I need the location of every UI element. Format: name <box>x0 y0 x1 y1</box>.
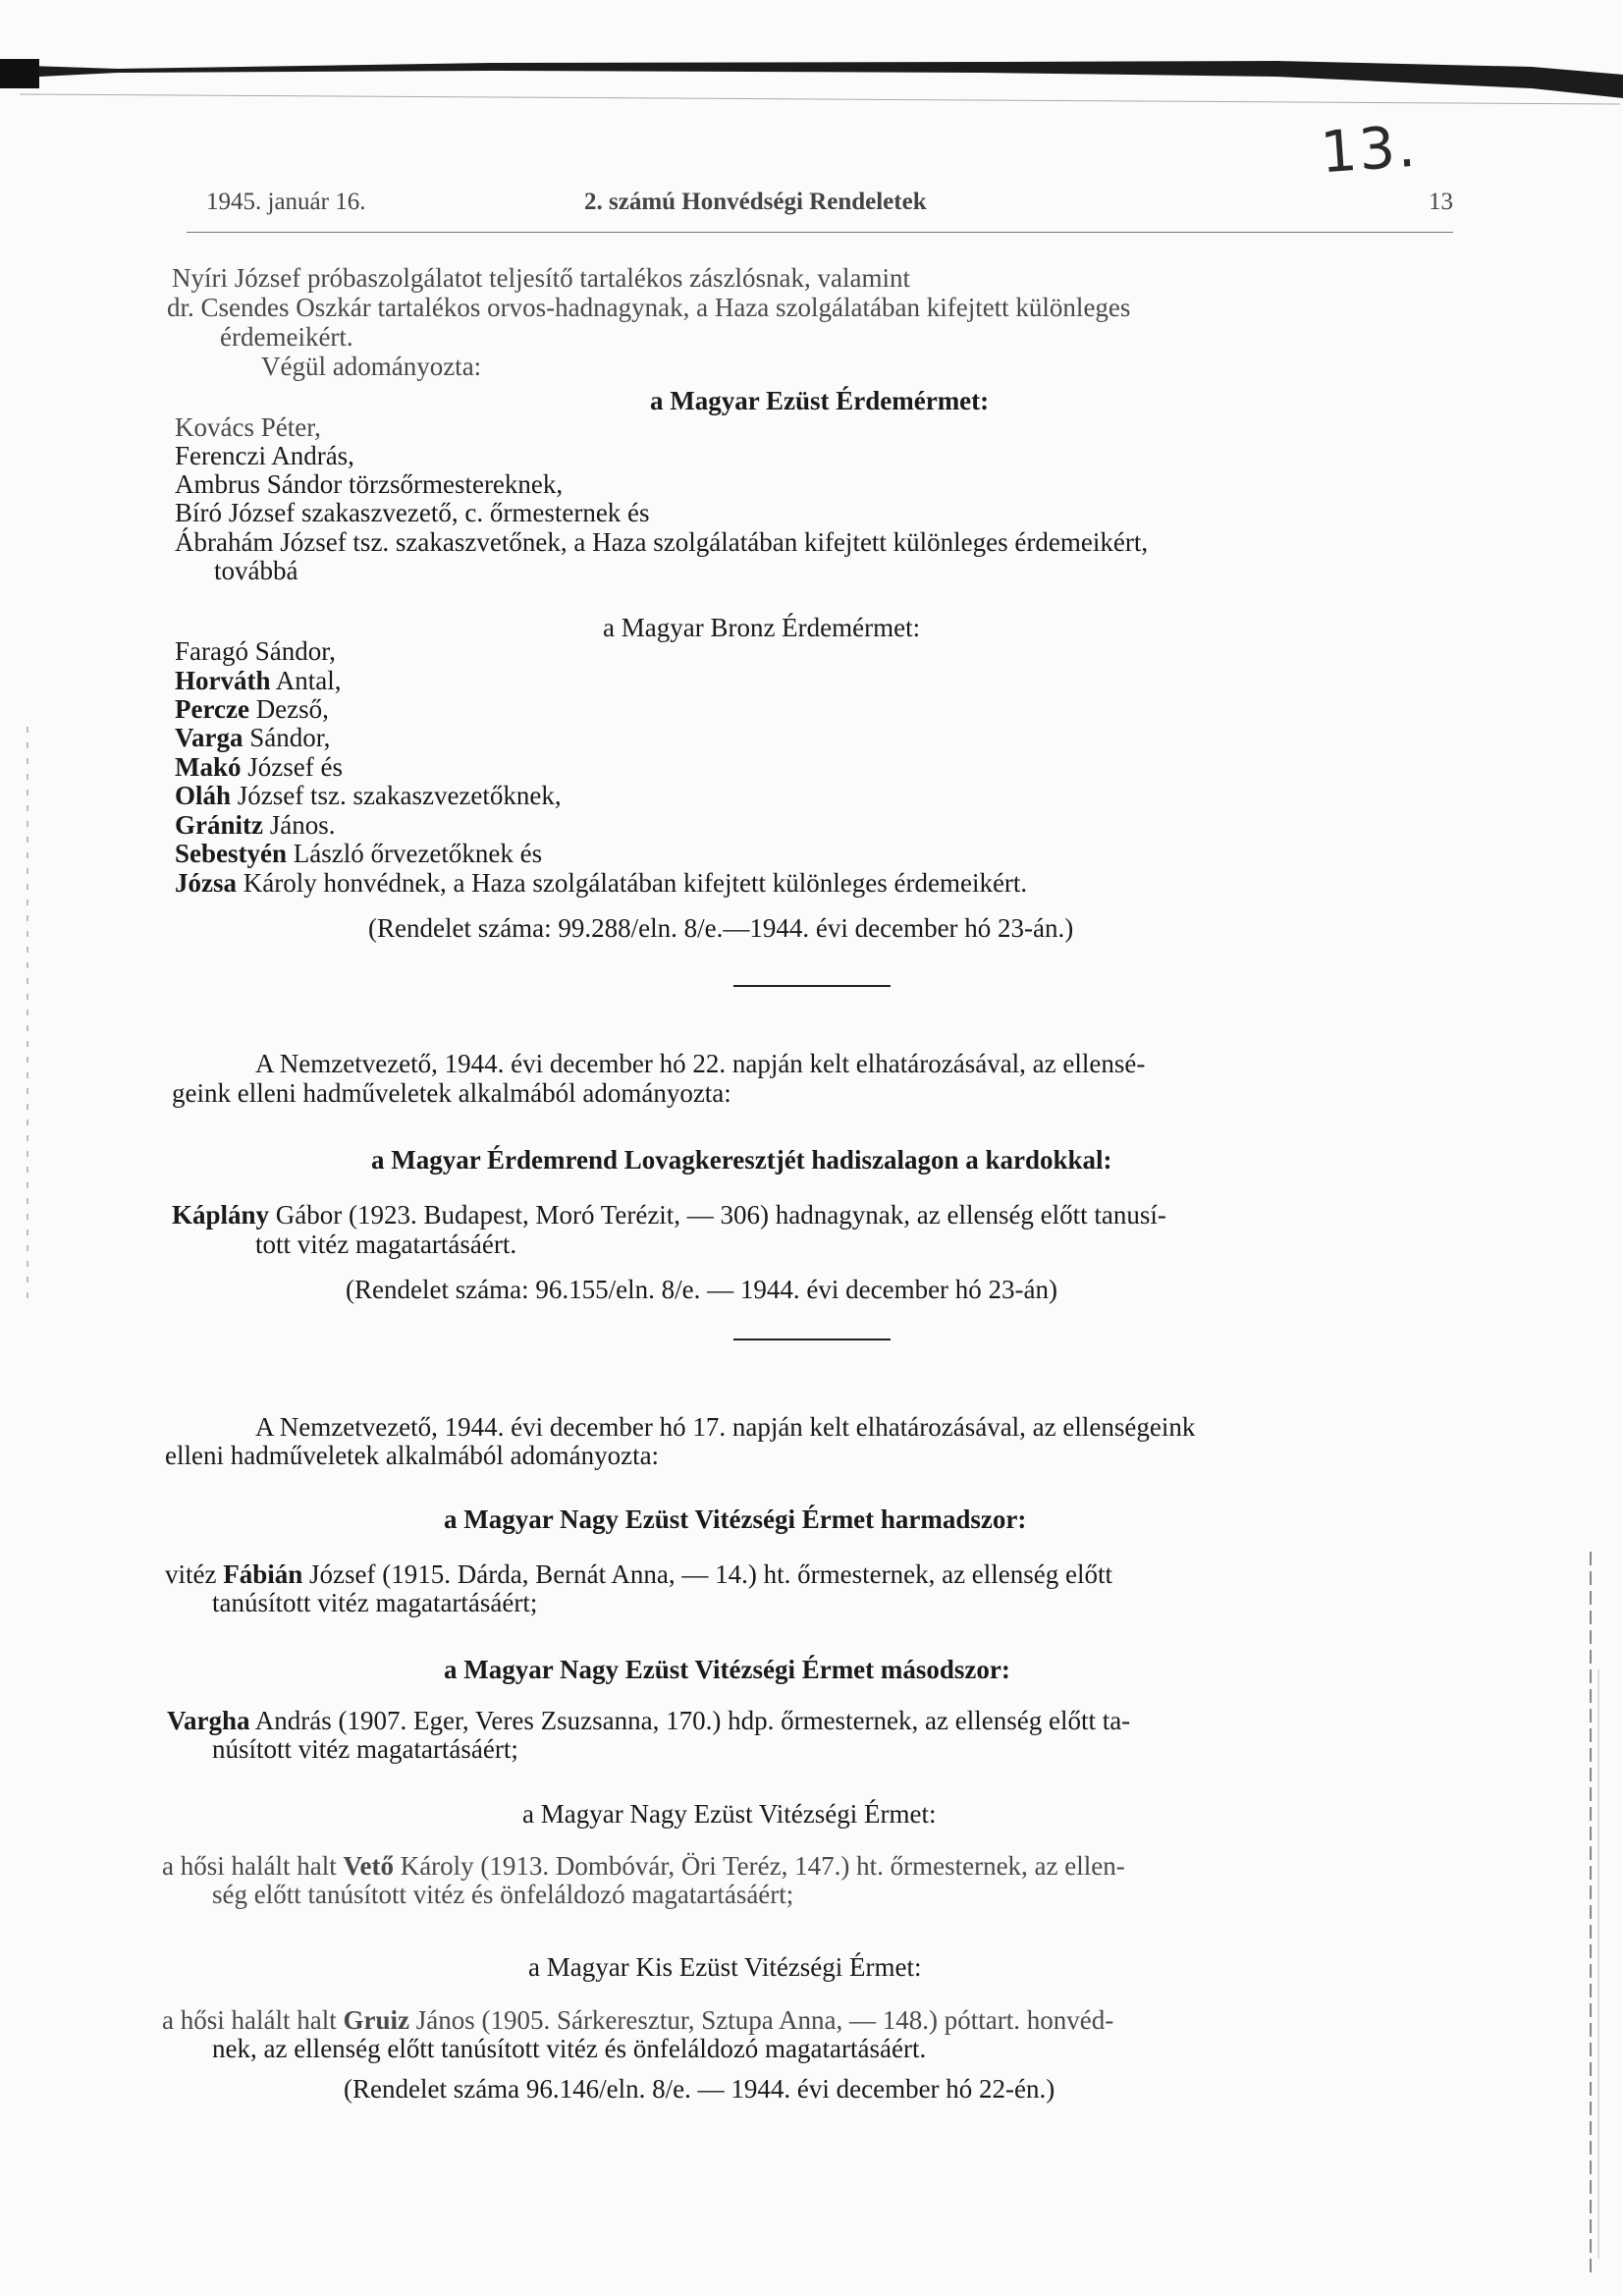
header-date: 1945. január 16. <box>206 189 366 215</box>
recipient-line: a hősi halált halt Gruiz János (1905. Sárkeresztur, Sztupa Anna, — 148.) póttart. honvéd- <box>162 2005 1114 2035</box>
text-line: ség előtt tanúsított vitéz és önfeláldozó magatartásáért; <box>212 1880 794 1909</box>
decree-reference: (Rendelet száma: 99.288/eln. 8/e.—1944. évi december hó 23-án.) <box>368 913 1074 943</box>
award-heading: a Magyar Ezüst Érdemérmet: <box>650 386 990 415</box>
name-line: Bíró József szakaszvezető, c. őrmesternek és <box>175 498 650 527</box>
name-line: Ábrahám József tsz. szakaszvetőnek, a Haza szolgálatában kifejtett különleges érdemeikért, <box>175 527 1149 557</box>
text-line: A Nemzetvezető, 1944. évi december hó 17. napján kelt elhatározásával, az ellenségeink <box>255 1412 1196 1442</box>
recipient-line: Káplány Gábor (1923. Budapest, Moró Terézit, — 306) hadnagynak, az ellenség előtt tanusí- <box>172 1200 1166 1230</box>
name-line: Makó József és <box>175 752 343 782</box>
section-divider <box>733 1339 891 1340</box>
name-line: Varga Sándor, <box>175 723 331 752</box>
text-line: Nyíri József próbaszolgálatot teljesítő tartalékos zászlósnak, valamint <box>172 263 911 293</box>
name-line: Ambrus Sándor törzsőrmestereknek, <box>175 469 564 499</box>
decree-reference: (Rendelet száma 96.146/eln. 8/e. — 1944. évi december hó 22-én.) <box>344 2074 1055 2104</box>
text-line: érdemeikért. <box>220 322 353 352</box>
text-line: nek, az ellenség előtt tanúsított vitéz és önfeláldozó magatartásáért. <box>212 2034 927 2063</box>
name-line: Ferenczi András, <box>175 441 354 470</box>
name-line: Oláh József tsz. szakaszvezetőknek, <box>175 781 562 810</box>
text-line: geink elleni hadműveletek alkalmából adományozta: <box>172 1078 731 1108</box>
header-rule <box>187 232 1453 233</box>
page-number: 13 <box>1429 189 1453 215</box>
name-line: Józsa Károly honvédnek, a Haza szolgálatában kifejtett különleges érdemeikért. <box>175 868 1028 898</box>
text-line: továbbá <box>214 556 298 585</box>
award-heading: a Magyar Kis Ezüst Vitézségi Érmet: <box>528 1952 922 1982</box>
decree-reference: (Rendelet száma: 96.155/eln. 8/e. — 1944. évi december hó 23-án) <box>346 1275 1058 1304</box>
name-line: Gránitz János. <box>175 810 336 840</box>
scan-edge-bar <box>0 57 1623 116</box>
text-line: tanúsított vitéz magatartásáért; <box>212 1588 538 1617</box>
award-heading: a Magyar Nagy Ezüst Vitézségi Érmet harmadszor: <box>444 1504 1027 1534</box>
text-line: Végül adományozta: <box>261 352 482 381</box>
name-line: Kovács Péter, <box>175 412 321 442</box>
award-heading: a Magyar Érdemrend Lovagkeresztjét hadiszalagon a kardokkal: <box>371 1145 1112 1175</box>
recipient-line: vitéz Fábián József (1915. Dárda, Bernát Anna, — 14.) ht. őrmesternek, az ellenség előtt <box>165 1559 1113 1589</box>
page-header <box>187 189 1453 228</box>
name-line: Faragó Sándor, <box>175 636 336 666</box>
name-line: Horváth Antal, <box>175 666 342 695</box>
text-line: dr. Csendes Oszkár tartalékos orvos-hadnagynak, a Haza szolgálatában kifejtett különleges <box>167 293 1131 322</box>
recipient-line: a hősi halált halt Vető Károly (1913. Dombóvár, Öri Teréz, 147.) ht. őrmesternek, az ellen- <box>162 1851 1125 1881</box>
text-line: A Nemzetvezető, 1944. évi december hó 22. napján kelt elhatározásával, az ellensé- <box>255 1049 1146 1078</box>
header-title: 2. számú Honvédségi Rendeletek <box>584 189 927 215</box>
name-line: Sebestyén László őrvezetőknek és <box>175 839 543 868</box>
award-heading: a Magyar Nagy Ezüst Vitézségi Érmet: <box>522 1799 937 1829</box>
award-heading: a Magyar Nagy Ezüst Vitézségi Érmet másodszor: <box>444 1655 1010 1684</box>
text-line: tott vitéz magatartásáért. <box>255 1230 517 1259</box>
handwritten-page-mark: 13. <box>1318 112 1420 187</box>
section-divider <box>733 985 891 987</box>
text-line: núsított vitéz magatartásáért; <box>212 1734 518 1764</box>
name-line: Percze Dezső, <box>175 694 329 724</box>
text-line: elleni hadműveletek alkalmából adományozta: <box>165 1441 660 1470</box>
recipient-line: Vargha András (1907. Eger, Veres Zsuzsanna, 170.) hdp. őrmesternek, az ellenség előtt ta- <box>167 1706 1131 1735</box>
award-heading: a Magyar Bronz Érdemérmet: <box>603 613 921 642</box>
